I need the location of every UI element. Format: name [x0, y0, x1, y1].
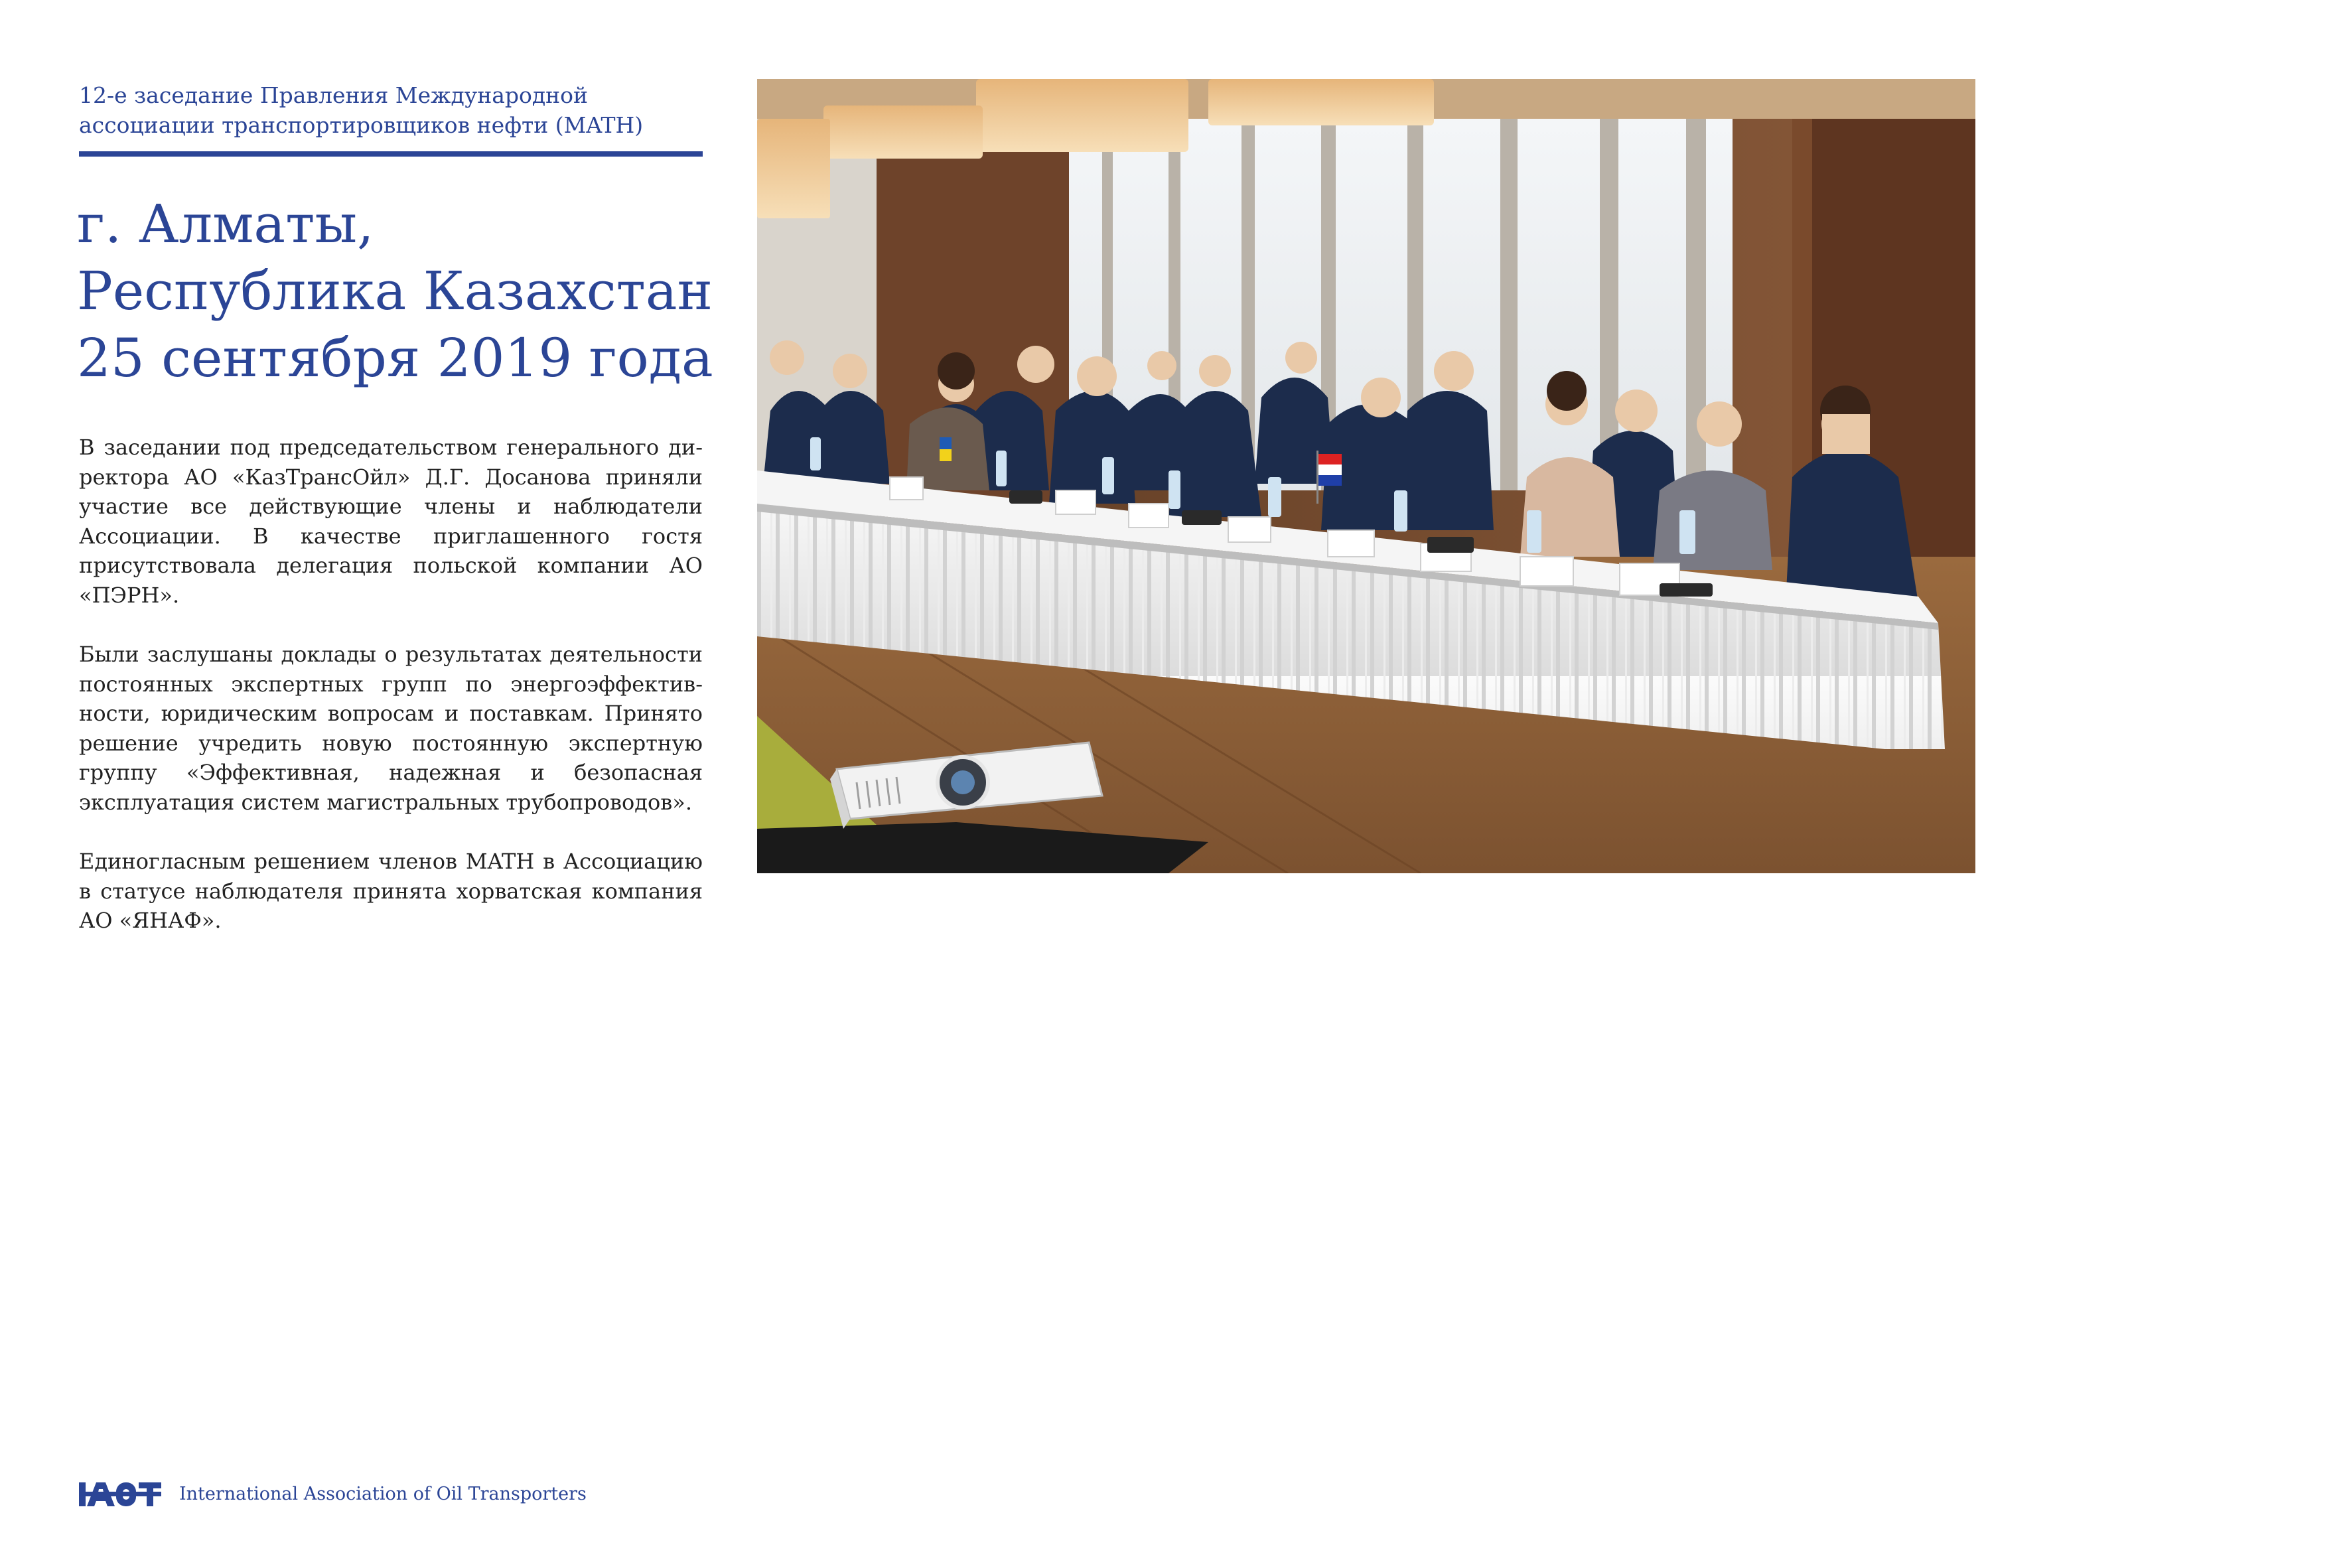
iaot-logo [79, 1481, 161, 1508]
paragraph-2: Были заслушаны доклады о результатах деятельности постоянных экспертных групп по энергоэффективности, юридическим вопросам и поставкам. Принято решение учредить новую постоянную экспертную группу «Эффективная, надежная и безопасная эксплуатация систем магистральных трубопроводов». [79, 642, 703, 815]
title-line-3: 25 сентября 2019 года [77, 327, 713, 389]
paragraph-1: В заседании под председательством генерального директора АО «КазТрансОйл» Д.Г. Досанова приняли участие все действующие члены и наблюдатели Ассоциации. В качестве приглашенного гостя присутствовала делегация польской компании АО «ПЭРН». [79, 435, 703, 608]
meeting-photo [757, 79, 1975, 873]
article-body [79, 433, 703, 965]
kicker-line-1: 12-е заседание Правления Международной [79, 82, 589, 108]
kicker-line-2: ассоциации транспортировщиков нефти (MATH) [79, 112, 644, 138]
paragraph-3: Единогласным решением членов MATH в Ассоциацию в статусе наблюдателя принята хорватская компания АО «ЯНАФ». [79, 849, 703, 933]
kicker-divider [79, 151, 703, 157]
section-kicker [79, 80, 716, 140]
footer-org-name: International Association of Oil Transporters [179, 1484, 587, 1504]
title-line-1: г. Алматы, [77, 193, 374, 255]
title-line-2: Республика Казахстан [77, 260, 713, 322]
page-title [77, 190, 714, 392]
